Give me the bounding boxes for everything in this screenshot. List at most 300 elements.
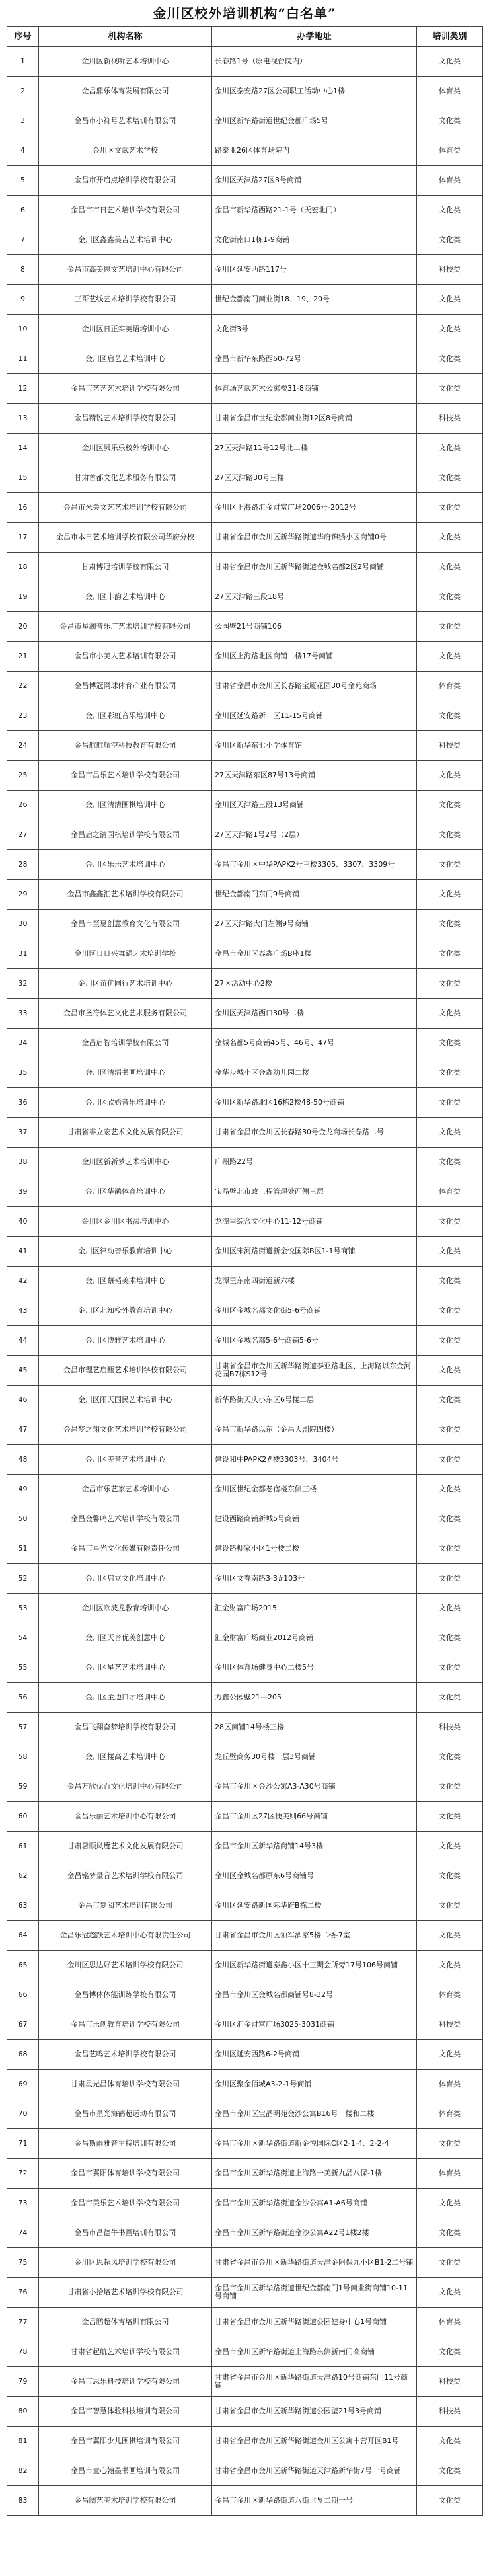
cell-address: 龙丘壁商务30号楼一层3号商铺 <box>212 1742 417 1772</box>
cell-index: 65 <box>7 1951 39 1980</box>
cell-category: 文化类 <box>417 2456 483 2486</box>
table-row <box>7 1564 483 1594</box>
cell-name: 金川区楼高艺术培训中心 <box>39 1742 212 1772</box>
cell-address: 金川区天津路西口30号二楼 <box>212 999 417 1029</box>
cell-category: 文化类 <box>417 1623 483 1653</box>
cell-name: 金昌市米关文艺艺术培训学校有限公司 <box>39 493 212 523</box>
cell-name: 金川区天音优美创意中心 <box>39 1623 212 1653</box>
cell-name: 金川区新新梦艺术培训中心 <box>39 1148 212 1177</box>
cell-address: 建设西路商铺新城5号商铺 <box>212 1504 417 1534</box>
cell-index: 52 <box>7 1564 39 1594</box>
cell-category: 文化类 <box>417 1891 483 1921</box>
cell-category: 文化类 <box>417 2337 483 2367</box>
cell-address: 金川区天津路27区3号商铺 <box>212 166 417 196</box>
cell-category: 文化类 <box>417 642 483 672</box>
cell-category: 文化类 <box>417 1802 483 1832</box>
table-row <box>7 2070 483 2099</box>
cell-address: 宝晶壁北市政工程管理处西侧三层 <box>212 1177 417 1207</box>
cell-name: 金昌市昌德牛书画培训有限公司 <box>39 2218 212 2248</box>
cell-category: 文化类 <box>417 2218 483 2248</box>
cell-index: 34 <box>7 1029 39 1058</box>
cell-category: 科技类 <box>417 2367 483 2397</box>
cell-address: 甘肃省金昌市金川区新华路街道天津路新华街7号一号商铺 <box>212 2456 417 2486</box>
cell-name: 甘肃省起航艺术培训学校有限公司 <box>39 2337 212 2367</box>
table-header-row <box>7 27 483 47</box>
cell-category: 科技类 <box>417 404 483 434</box>
cell-address: 金昌市新华路西路21-1号（天宏北门） <box>212 196 417 225</box>
cell-index: 49 <box>7 1475 39 1504</box>
cell-index: 7 <box>7 225 39 255</box>
cell-category: 文化类 <box>417 1564 483 1594</box>
cell-category: 文化类 <box>417 2427 483 2456</box>
cell-index: 76 <box>7 2278 39 2308</box>
table-row <box>7 1921 483 1951</box>
table-row <box>7 1356 483 1386</box>
cell-name: 金川区北知校外教育培训中心 <box>39 1296 212 1326</box>
cell-category: 文化类 <box>417 47 483 77</box>
cell-address: 金川区延安路新国际华府B栋二楼 <box>212 1891 417 1921</box>
cell-index: 15 <box>7 463 39 493</box>
cell-name: 金昌鼎乐体育发展有限公司 <box>39 77 212 106</box>
cell-address: 龙潭里综合文化中心11-12号商铺 <box>212 1207 417 1237</box>
cell-name: 金昌金馨鸣艺术培训学校有限公司 <box>39 1504 212 1534</box>
cell-category: 文化类 <box>417 1742 483 1772</box>
cell-index: 59 <box>7 1772 39 1802</box>
table-row <box>7 2397 483 2427</box>
cell-index: 30 <box>7 910 39 939</box>
cell-address: 金川区上海路北区商铺二楼17号商铺 <box>212 642 417 672</box>
cell-index: 63 <box>7 1891 39 1921</box>
cell-index: 26 <box>7 791 39 820</box>
cell-address: 新华路街天庆小东区6号楼二层 <box>212 1386 417 1415</box>
cell-name: 金川区雨天国民艺术培训中心 <box>39 1386 212 1415</box>
cell-index: 37 <box>7 1118 39 1148</box>
cell-index: 11 <box>7 344 39 374</box>
cell-name: 金昌鹏超体育培训有限公司 <box>39 2308 212 2337</box>
cell-index: 17 <box>7 523 39 553</box>
cell-index: 4 <box>7 136 39 166</box>
cell-name: 金川区博雅艺术培训中心 <box>39 1326 212 1356</box>
table-row <box>7 672 483 701</box>
cell-address: 甘肃省金昌市金川区新华路街道泰亚路北区、上海路以东金河花园B7栋S12号 <box>212 1356 417 1386</box>
cell-name: 金昌市翼阳体育培训学校有限公司 <box>39 2159 212 2189</box>
cell-category: 文化类 <box>417 880 483 910</box>
cell-name: 金昌市本日艺术培训学校有限公司华府分校 <box>39 523 212 553</box>
cell-category: 文化类 <box>417 344 483 374</box>
cell-name: 甘肃省睿立宏艺术文化发展有限公司 <box>39 1118 212 1148</box>
cell-address: 金昌市新华东路西60-72号 <box>212 344 417 374</box>
cell-category: 体育类 <box>417 166 483 196</box>
cell-name: 金川区欣始音乐培训中心 <box>39 1088 212 1118</box>
cell-category: 文化类 <box>417 1267 483 1296</box>
cell-address: 金昌市金川区金城名都商铺号8-32号 <box>212 1980 417 2010</box>
table-row <box>7 285 483 315</box>
cell-address: 甘肃省金昌市金川区新华路街道金城名都2区2号商铺 <box>212 553 417 582</box>
cell-index: 16 <box>7 493 39 523</box>
cell-category: 文化类 <box>417 315 483 344</box>
cell-category: 文化类 <box>417 1088 483 1118</box>
cell-category: 体育类 <box>417 2159 483 2189</box>
cell-index: 25 <box>7 761 39 791</box>
cell-index: 71 <box>7 2129 39 2159</box>
table-row <box>7 999 483 1029</box>
table-row <box>7 1504 483 1534</box>
cell-name: 甘肃首都文化艺术服务有限公司 <box>39 463 212 493</box>
header-category: 培训类别 <box>417 27 483 47</box>
cell-index: 60 <box>7 1802 39 1832</box>
table-row <box>7 1207 483 1237</box>
cell-category: 文化类 <box>417 701 483 731</box>
cell-index: 53 <box>7 1594 39 1623</box>
cell-name: 金川区日日兴舞蹈艺术培训学校 <box>39 939 212 969</box>
cell-name: 金川区星艺艺术培训中心 <box>39 1653 212 1683</box>
cell-index: 61 <box>7 1832 39 1861</box>
table-row <box>7 761 483 791</box>
table-row <box>7 1415 483 1445</box>
table-body <box>7 47 483 2516</box>
cell-name: 金川区欧波龙教育培训中心 <box>39 1594 212 1623</box>
cell-index: 67 <box>7 2010 39 2040</box>
table-row <box>7 196 483 225</box>
cell-name: 金昌飞翔奋梦培训学校有限公司 <box>39 1713 212 1742</box>
cell-category: 文化类 <box>417 553 483 582</box>
cell-category: 文化类 <box>417 999 483 1029</box>
table-row <box>7 1772 483 1802</box>
table-row <box>7 1594 483 1623</box>
cell-index: 75 <box>7 2248 39 2278</box>
cell-index: 48 <box>7 1445 39 1475</box>
cell-category: 文化类 <box>417 1504 483 1534</box>
cell-address: 甘肃省金昌市金川区新华路街道天津路10号商铺东门11号商铺 <box>212 2367 417 2397</box>
cell-name: 金川区苗优同行艺术培训中心 <box>39 969 212 999</box>
table-row <box>7 136 483 166</box>
cell-name: 金川区新视听艺术培训中心 <box>39 47 212 77</box>
cell-address: 公园壁21号商铺106 <box>212 612 417 642</box>
cell-category: 文化类 <box>417 1951 483 1980</box>
header-index: 序号 <box>7 27 39 47</box>
cell-index: 77 <box>7 2308 39 2337</box>
cell-index: 55 <box>7 1653 39 1683</box>
table-row <box>7 1118 483 1148</box>
cell-address: 金昌市金川区新华路街道世纪金都南门1号商业街商铺10-11号商铺 <box>212 2278 417 2308</box>
table-row <box>7 77 483 106</box>
cell-category: 文化类 <box>417 2278 483 2308</box>
cell-address: 金川区天津路三段13号商铺 <box>212 791 417 820</box>
cell-name: 金昌市市日艺术培训学校有限公司 <box>39 196 212 225</box>
cell-address: 金川区新华东七小学体育馆 <box>212 731 417 761</box>
cell-category: 文化类 <box>417 1386 483 1415</box>
cell-category: 体育类 <box>417 672 483 701</box>
cell-name: 金昌市小美人艺术培训有限公司 <box>39 642 212 672</box>
cell-index: 80 <box>7 2397 39 2427</box>
cell-category: 文化类 <box>417 1921 483 1951</box>
table-row <box>7 106 483 136</box>
cell-name: 金昌博冠网球体育产业有限公司 <box>39 672 212 701</box>
table-row <box>7 1861 483 1891</box>
cell-index: 38 <box>7 1148 39 1177</box>
cell-category: 文化类 <box>417 1445 483 1475</box>
cell-category: 科技类 <box>417 255 483 285</box>
table-row <box>7 1029 483 1058</box>
table-row <box>7 2337 483 2367</box>
cell-index: 9 <box>7 285 39 315</box>
table-row <box>7 1058 483 1088</box>
cell-name: 金昌精锐艺术培训学校有限公司 <box>39 404 212 434</box>
cell-address: 金川区世纪金都老宿楼东侧三楼 <box>212 1475 417 1504</box>
cell-category: 文化类 <box>417 969 483 999</box>
cell-address: 金川区体育场健身中心二楼5号 <box>212 1653 417 1683</box>
cell-category: 文化类 <box>417 910 483 939</box>
table-row <box>7 2129 483 2159</box>
cell-index: 27 <box>7 820 39 850</box>
cell-address: 金川区金城名都原东6号商铺号 <box>212 1861 417 1891</box>
cell-address: 金川区延安路新一区11-15号商铺 <box>212 701 417 731</box>
cell-index: 33 <box>7 999 39 1029</box>
table-row <box>7 47 483 77</box>
cell-name: 金昌阔艺美术培训学校有限公司 <box>39 2486 212 2516</box>
table-row <box>7 1475 483 1504</box>
cell-index: 3 <box>7 106 39 136</box>
cell-address: 27区活动中心2楼 <box>212 969 417 999</box>
cell-address: 金昌市金川区中华PAPK2号三楼3305、3307、3309号 <box>212 850 417 880</box>
cell-category: 文化类 <box>417 1832 483 1861</box>
cell-category: 体育类 <box>417 77 483 106</box>
header-name: 机构名称 <box>39 27 212 47</box>
cell-name: 甘肃星光昌体育培训学校有限公司 <box>39 2070 212 2099</box>
cell-address: 力鑫公园壁21—205 <box>212 1683 417 1713</box>
cell-address: 金昌市金川区新华路街道上海路一美新九晶八保-1楼 <box>212 2159 417 2189</box>
table-row <box>7 701 483 731</box>
cell-name: 金川区律动音乐教育培训中心 <box>39 1237 212 1267</box>
cell-name: 金昌市美乐艺术培训学校有限公司 <box>39 2189 212 2218</box>
cell-category: 文化类 <box>417 285 483 315</box>
cell-index: 57 <box>7 1713 39 1742</box>
cell-index: 20 <box>7 612 39 642</box>
table-row <box>7 582 483 612</box>
cell-index: 66 <box>7 1980 39 2010</box>
table-row <box>7 969 483 999</box>
cell-address: 文化街3号 <box>212 315 417 344</box>
cell-name: 金昌艺鸣艺术培训学校有限公司 <box>39 2040 212 2070</box>
cell-name: 金川区贝乐乐校外培训中心 <box>39 434 212 463</box>
cell-category: 文化类 <box>417 1356 483 1386</box>
cell-name: 金昌市理艺启甄艺术培训学校有限公司 <box>39 1356 212 1386</box>
cell-category: 文化类 <box>417 791 483 820</box>
table-row <box>7 1534 483 1564</box>
cell-address: 甘肃省金昌市金川区长春路宝厦花园30号金苑商场 <box>212 672 417 701</box>
table-row <box>7 2099 483 2129</box>
cell-name: 金昌市小符号艺术培训有限公司 <box>39 106 212 136</box>
cell-category: 体育类 <box>417 1177 483 1207</box>
cell-address: 金川区延安西路117号 <box>212 255 417 285</box>
cell-address: 金昌市金川区新华路商铺14号3楼 <box>212 1832 417 1861</box>
cell-name: 甘肃暑顺凤鹰艺术文化发展有限公司 <box>39 1832 212 1861</box>
cell-index: 47 <box>7 1415 39 1445</box>
cell-name: 金川区金川区书法培训中心 <box>39 1207 212 1237</box>
cell-category: 文化类 <box>417 2189 483 2218</box>
cell-category: 文化类 <box>417 523 483 553</box>
cell-address: 建设路柳家小区1号楼二楼 <box>212 1534 417 1564</box>
table-row <box>7 880 483 910</box>
cell-category: 文化类 <box>417 939 483 969</box>
cell-name: 金昌乐冠超跃艺术培训中心有限责任公司 <box>39 1921 212 1951</box>
cell-address: 27区天津路三段18号 <box>212 582 417 612</box>
cell-name: 金川区彩虹音乐培训中心 <box>39 701 212 731</box>
cell-category: 体育类 <box>417 2308 483 2337</box>
cell-index: 36 <box>7 1088 39 1118</box>
cell-address: 建设和中PAPK2#楼3303号、3404号 <box>212 1445 417 1475</box>
table-row <box>7 2367 483 2397</box>
cell-address: 28区商铺14号楼三楼 <box>212 1713 417 1742</box>
cell-name: 金昌铭梦量音艺术培训学校有限公司 <box>39 1861 212 1891</box>
cell-name: 金川区主边口才培训中心 <box>39 1683 212 1713</box>
cell-address: 广州路22号 <box>212 1148 417 1177</box>
cell-address: 金川区宋河路街道新金悦国际B区1-1号商铺 <box>212 1237 417 1267</box>
cell-category: 文化类 <box>417 1148 483 1177</box>
cell-index: 43 <box>7 1296 39 1326</box>
cell-address: 金昌市金川区新华路街道金沙公寓A22号1楼2楼 <box>212 2218 417 2248</box>
cell-index: 46 <box>7 1386 39 1415</box>
cell-category: 文化类 <box>417 434 483 463</box>
cell-category: 文化类 <box>417 1237 483 1267</box>
cell-index: 83 <box>7 2486 39 2516</box>
cell-address: 汇金财富广场商业2012号商铺 <box>212 1623 417 1653</box>
cell-address: 金川区文春南路3-3#103号 <box>212 1564 417 1594</box>
table-row <box>7 315 483 344</box>
table-row <box>7 1623 483 1653</box>
table-row <box>7 1802 483 1832</box>
cell-index: 72 <box>7 2159 39 2189</box>
cell-category: 体育类 <box>417 136 483 166</box>
cell-index: 82 <box>7 2456 39 2486</box>
cell-name: 金川区启艺艺术培训中心 <box>39 344 212 374</box>
cell-address: 甘肃省金昌市金川区新华路街道金川区公寓中营开区B1号 <box>212 2427 417 2456</box>
cell-index: 5 <box>7 166 39 196</box>
cell-address: 金川区金城名都5-6号商铺5-6号 <box>212 1326 417 1356</box>
table-row <box>7 463 483 493</box>
cell-address: 金昌市金川区泰鑫广场B座1楼 <box>212 939 417 969</box>
cell-address: 金昌市金川区新华路街道新金悦国际C区2-1-4、2-2-4 <box>212 2129 417 2159</box>
cell-name: 金川区蔡韬美术培训中心 <box>39 1267 212 1296</box>
cell-index: 21 <box>7 642 39 672</box>
cell-index: 19 <box>7 582 39 612</box>
cell-name: 金昌市智慧体验科技培训有限公司 <box>39 2397 212 2427</box>
cell-index: 42 <box>7 1267 39 1296</box>
cell-address: 甘肃省金昌市金川区长春路30号金龙商场长春路二号 <box>212 1118 417 1148</box>
cell-category: 体育类 <box>417 1980 483 2010</box>
cell-name: 金昌市圣符体艺文化艺术服务有限公司 <box>39 999 212 1029</box>
cell-category: 文化类 <box>417 374 483 404</box>
table-row <box>7 523 483 553</box>
cell-name: 金昌市童心翰墨书画培训有限公司 <box>39 2456 212 2486</box>
cell-name: 金川区华鹊体育培训中心 <box>39 1177 212 1207</box>
cell-category: 文化类 <box>417 1118 483 1148</box>
cell-name: 金昌市昌乐艺术培训学校有限公司 <box>39 761 212 791</box>
cell-name: 金昌市乐创教育培训学校有限公司 <box>39 2010 212 2040</box>
cell-address: 27区天津路大门左侧9号商铺 <box>212 910 417 939</box>
cell-category: 文化类 <box>417 493 483 523</box>
cell-name: 金昌市复阅艺术培训有限公司 <box>39 1891 212 1921</box>
table-row <box>7 1951 483 1980</box>
cell-category: 文化类 <box>417 582 483 612</box>
cell-category: 文化类 <box>417 2129 483 2159</box>
cell-address: 金昌市金川区新华路街道金沙公寓A1-A6号商铺 <box>212 2189 417 2218</box>
cell-name: 金昌市艺艺艺术培训学校有限公司 <box>39 374 212 404</box>
cell-name: 金昌市开启点培训学校有限公司 <box>39 166 212 196</box>
cell-name: 金昌市翼阳少儿围棋培训有限公司 <box>39 2427 212 2456</box>
cell-category: 文化类 <box>417 1207 483 1237</box>
cell-category: 文化类 <box>417 850 483 880</box>
cell-name: 金昌市星澜音乐广艺术培训学校有限公司 <box>39 612 212 642</box>
cell-address: 甘肃省金昌市金川区新华路街道天津金阿保九小区B1-2二号铺 <box>212 2248 417 2278</box>
table-row <box>7 1683 483 1713</box>
cell-index: 68 <box>7 2040 39 2070</box>
cell-name: 金昌市星光海鹤超运动有限公司 <box>39 2099 212 2129</box>
cell-index: 44 <box>7 1326 39 1356</box>
cell-index: 70 <box>7 2099 39 2129</box>
cell-category: 体育类 <box>417 2070 483 2099</box>
cell-address: 27区天津路30号三楼 <box>212 463 417 493</box>
table-row <box>7 1445 483 1475</box>
cell-address: 金城名都5号商铺45号、46号、47号 <box>212 1029 417 1058</box>
cell-index: 58 <box>7 1742 39 1772</box>
table-row <box>7 2189 483 2218</box>
cell-category: 文化类 <box>417 1475 483 1504</box>
cell-category: 科技类 <box>417 731 483 761</box>
cell-address: 金川区新华路街道世纪金都广场5号 <box>212 106 417 136</box>
table-row <box>7 1832 483 1861</box>
cell-name: 金昌市乐艺家艺术培训中心 <box>39 1475 212 1504</box>
cell-name: 金昌乐丽艺术培训中心有限公司 <box>39 1802 212 1832</box>
cell-address: 金川区金城名都文化街5-6号商铺 <box>212 1296 417 1326</box>
cell-index: 13 <box>7 404 39 434</box>
cell-address: 金川区泰安路27区公司职工活动中心1楼 <box>212 77 417 106</box>
table-row <box>7 2248 483 2278</box>
table-row <box>7 910 483 939</box>
cell-address: 文化街南口1栋1-9商铺 <box>212 225 417 255</box>
table-row <box>7 1980 483 2010</box>
cell-category: 文化类 <box>417 1326 483 1356</box>
table-row <box>7 1891 483 1921</box>
cell-name: 金川区鑫鑫美吉艺术培训中心 <box>39 225 212 255</box>
cell-address: 金昌市金川区金沙公寓A3-A30号商铺 <box>212 1772 417 1802</box>
cell-index: 14 <box>7 434 39 463</box>
table-row <box>7 2486 483 2516</box>
cell-index: 69 <box>7 2070 39 2099</box>
cell-category: 文化类 <box>417 1683 483 1713</box>
table-row <box>7 850 483 880</box>
cell-index: 81 <box>7 2427 39 2456</box>
cell-address: 龙潭里东南四街道新六楼 <box>212 1267 417 1296</box>
cell-name: 金川区思超风培训学校有限公司 <box>39 2248 212 2278</box>
cell-index: 22 <box>7 672 39 701</box>
cell-name: 金川区清清围棋培训中心 <box>39 791 212 820</box>
table-row <box>7 642 483 672</box>
cell-name: 金川区思达好艺术培训学校有限公司 <box>39 1951 212 1980</box>
cell-category: 文化类 <box>417 612 483 642</box>
table-row <box>7 731 483 761</box>
table-row <box>7 1237 483 1267</box>
cell-name: 三哥艺线艺术培训学校有限公司 <box>39 285 212 315</box>
table-row <box>7 1296 483 1326</box>
cell-address: 体育场艺武艺术公寓楼31-8商铺 <box>212 374 417 404</box>
cell-name: 金川区文武艺术学校 <box>39 136 212 166</box>
cell-index: 29 <box>7 880 39 910</box>
cell-index: 39 <box>7 1177 39 1207</box>
cell-category: 文化类 <box>417 1653 483 1683</box>
cell-name: 甘肃博冠培训学校有限公司 <box>39 553 212 582</box>
cell-address: 甘肃省金昌市金川区新华路街道公园壁21号3号商铺 <box>212 2397 417 2427</box>
